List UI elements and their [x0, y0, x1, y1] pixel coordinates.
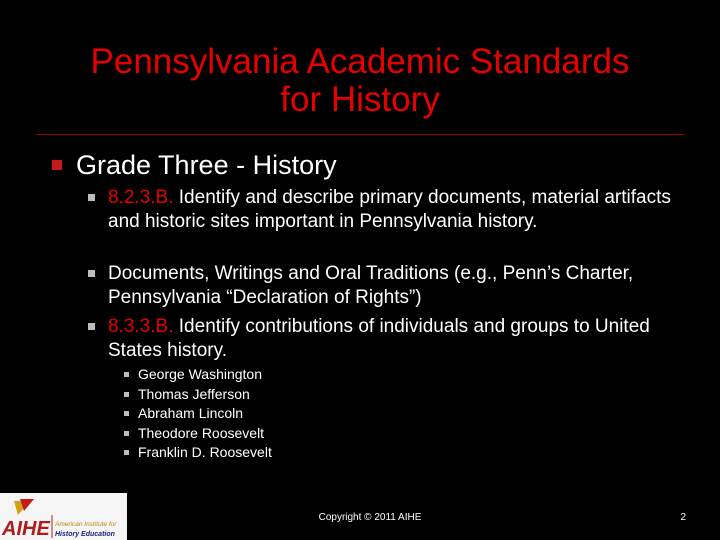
- standard-description: Documents, Writings and Oral Traditions (e.g., Penn’s Charter, Pennsylvania “Declaration of Rights”): [108, 263, 634, 308]
- square-bullet-icon: [88, 194, 95, 201]
- square-bullet-icon: [124, 431, 129, 436]
- square-bullet-icon: [124, 392, 129, 397]
- standard-item-text: [108, 315, 688, 363]
- logo-wordmark: AIHE: [2, 518, 50, 540]
- square-bullet-icon: [124, 411, 129, 416]
- square-bullet-icon: [88, 323, 95, 330]
- square-bullet-icon: [52, 160, 62, 170]
- title-line-2: for History: [280, 80, 440, 119]
- logo-subtext: American Institute for: [55, 521, 117, 528]
- logo-subtext: History Education: [55, 531, 115, 538]
- person-name: Franklin D. Roosevelt: [138, 444, 272, 460]
- copyright-text: Copyright © 2011 AIHE: [318, 512, 422, 523]
- heading-text: Grade Three - History: [76, 150, 337, 180]
- square-bullet-icon: [124, 372, 129, 377]
- title-divider: [36, 134, 685, 135]
- standard-item-text: [108, 186, 688, 234]
- standard-item-text: [108, 262, 688, 310]
- standard-code: 8.2.3.B.: [108, 187, 174, 208]
- page-number: 2: [680, 512, 686, 523]
- standard-description: Identify contributions of individuals and groups to United States history.: [108, 316, 650, 361]
- slide-title: [40, 43, 680, 119]
- standard-description: Identify and describe primary documents, material artifacts and historic sites important in Pennsylvania history.: [108, 187, 671, 232]
- person-name: George Washington: [138, 366, 262, 382]
- square-bullet-icon: [124, 450, 129, 455]
- aihe-logo: [0, 493, 127, 540]
- person-name: Thomas Jefferson: [138, 386, 250, 402]
- title-line-1: Pennsylvania Academic Standards: [90, 42, 630, 81]
- square-bullet-icon: [88, 270, 95, 277]
- person-name: Theodore Roosevelt: [138, 425, 265, 441]
- person-name: Abraham Lincoln: [138, 405, 244, 421]
- standard-code: 8.3.3.B.: [108, 316, 174, 337]
